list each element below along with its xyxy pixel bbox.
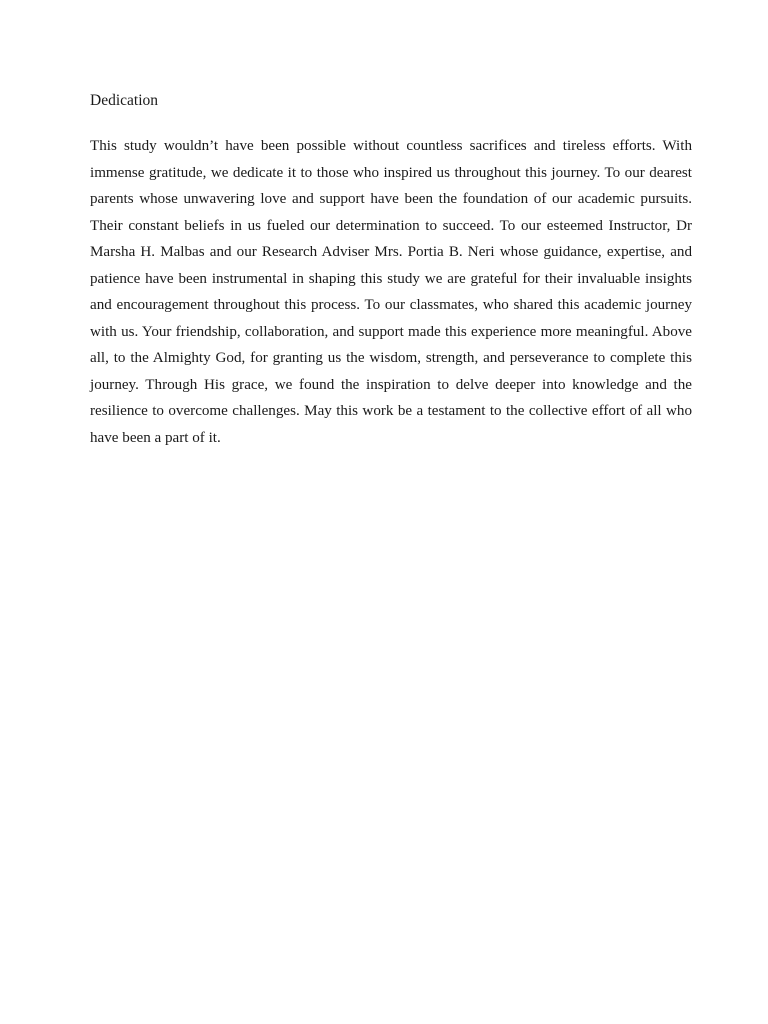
page-title: Dedication xyxy=(90,92,159,109)
dedication-paragraph: This study wouldn’t have been possible without countless sacrifices and tireless efforts. With immense gratitude, we dedicate it to those who inspired us throughout this journey. To our dearest parents whose unwavering love and support have been the foundation of our academic pursuits. Their constant beliefs in us fueled our determination to succeed. To our esteemed Instructor, Dr Marsha H. Malbas and our Research Adviser Mrs. Portia B. Neri whose guidance, expertise, and patience have been instrumental in shaping this study we are grateful for their invaluable insights and encouragement throughout this process. To our classmates, who shared this academic journey with us. Your friendship, collaboration, and support made this experience more meaningful. Above all, to the Almighty God, for granting us the wisdom, strength, and perseverance to complete this journey. Through His grace, we found the inspiration to delve deeper into knowledge and the resilience to overcome challenges. May this work be a testament to the collective effort of all who have been a part of it. xyxy=(90,138,692,446)
